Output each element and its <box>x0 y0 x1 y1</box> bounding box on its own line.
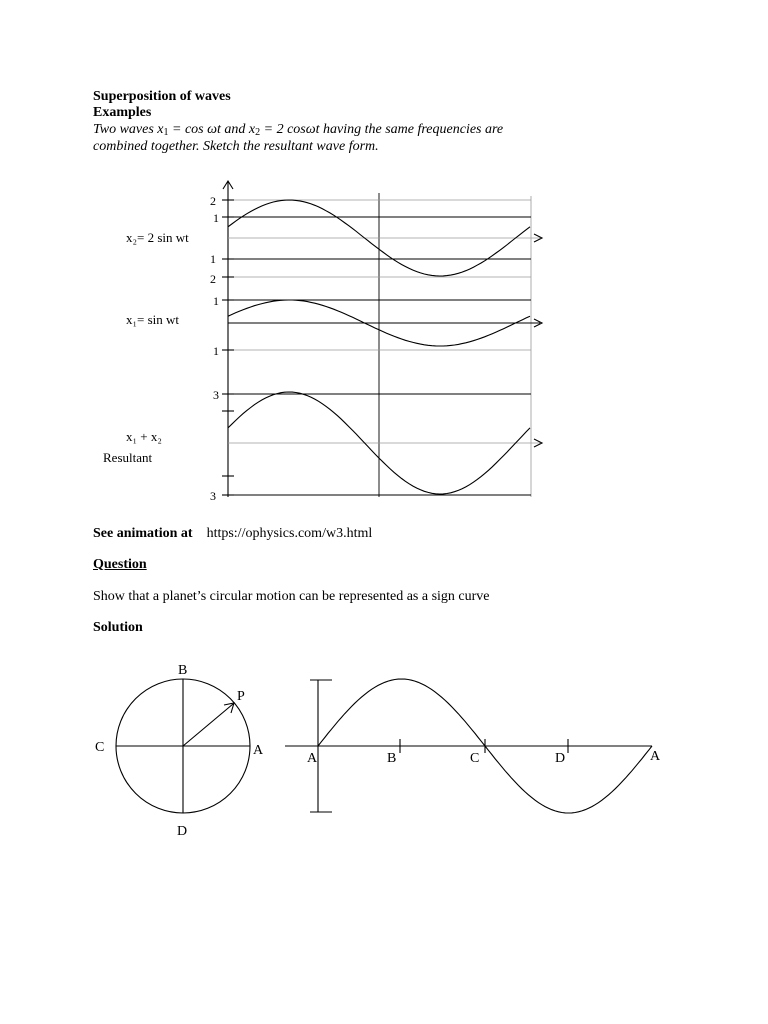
tick-label-w2-top: 2 <box>210 194 216 208</box>
sum-label: x₁ + x₂ <box>126 429 162 444</box>
example-line-2: combined together. Sketch the resultant wave form. <box>93 139 379 154</box>
solution-heading: Solution <box>93 620 143 635</box>
example-text-c: = 2 cosωt having the same frequencies are <box>260 122 504 137</box>
curve-label-c: C <box>470 751 480 766</box>
section-subtitle: Examples <box>93 105 152 120</box>
radius-vector <box>183 704 233 746</box>
resultant-label: Resultant <box>103 450 153 465</box>
tick-label-w2-1: 1 <box>213 211 219 225</box>
curve-label-a-end: A <box>650 749 661 764</box>
page-title: Superposition of waves <box>93 89 231 104</box>
curve-label-b: B <box>387 751 397 766</box>
tick-label-sum-bottom: 3 <box>210 489 216 503</box>
circle-label-top: B <box>178 663 188 678</box>
subscript-1: 1 <box>163 127 169 138</box>
tick-label-w1-top: 1 <box>213 294 219 308</box>
animation-label: See animation at <box>93 526 193 541</box>
circle-label-bottom: D <box>177 824 188 839</box>
tick-label-sum-top: 3 <box>213 388 219 402</box>
curve-label-d: D <box>555 751 566 766</box>
wave-x2-label: x₂= 2 sin wt <box>126 230 189 245</box>
example-text-a: Two waves x <box>93 122 164 137</box>
tick-label-w2-m1: 1 <box>210 252 216 266</box>
circle-label-left: C <box>95 740 105 755</box>
example-text-b: = cos ωt and x <box>168 122 256 137</box>
tick-label-w1-bottom: 1 <box>213 344 219 358</box>
circle-label-point: P <box>237 689 245 704</box>
curve-label-a-start: A <box>307 751 318 766</box>
question-text: Show that a planet’s circular motion can be represented as a sign curve <box>93 589 490 604</box>
circle-label-right: A <box>253 743 264 758</box>
wave-x1-label: x₁= sin wt <box>126 312 180 327</box>
animation-url[interactable]: https://ophysics.com/w3.html <box>206 526 373 541</box>
question-heading: Question <box>93 557 147 572</box>
subscript-2: 2 <box>255 127 261 138</box>
tick-label-w2-m2: 2 <box>210 272 216 286</box>
